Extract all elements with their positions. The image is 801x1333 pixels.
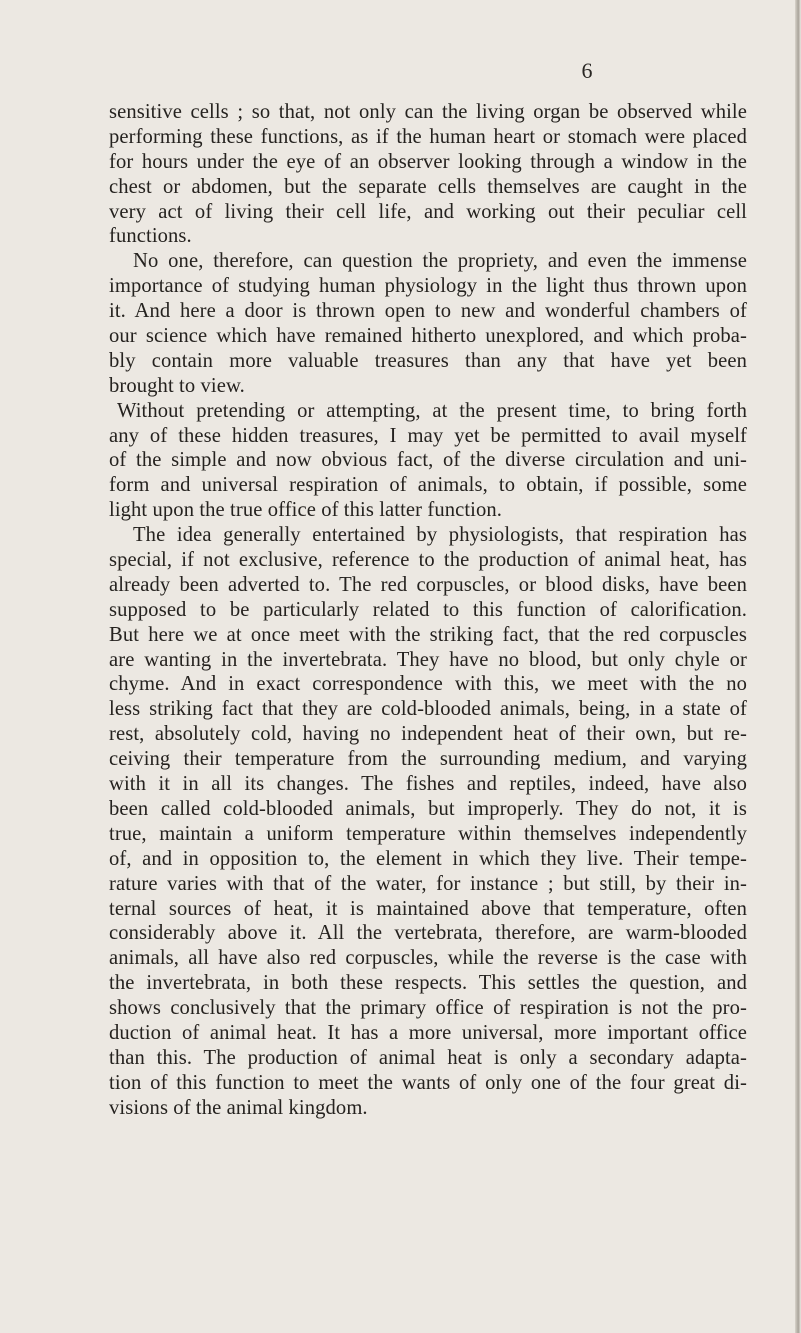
- text-line: duction of animal heat. It has a more universal, more important office: [109, 1021, 747, 1044]
- text-line: form and universal respiration of animals, to obtain, if possible, some: [109, 474, 747, 497]
- text-line: supposed to be particularly related to this function of calorification.: [109, 598, 747, 621]
- text-line: any of these hidden treasures, I may yet be permitted to avail myself: [109, 424, 747, 447]
- page-edge-shadow: [795, 0, 801, 1333]
- text-line: shows conclusively that the primary office of respiration is not the pro-: [109, 997, 747, 1020]
- text-line: been called cold-blooded animals, but improperly. They do not, it is: [109, 797, 747, 820]
- text-line: animals, all have also red corpuscles, while the reverse is the case with: [109, 947, 747, 970]
- text-line: Without pretending or attempting, at the present time, to bring forth: [117, 399, 747, 422]
- text-line: chest or abdomen, but the separate cells themselves are caught in the: [109, 175, 747, 198]
- text-line: the invertebrata, in both these respects. This settles the question, and: [109, 972, 747, 995]
- text-line: than this. The production of animal heat is only a secondary adapta-: [109, 1046, 747, 1069]
- text-line: of the simple and now obvious fact, of the diverse circulation and uni-: [109, 449, 747, 472]
- text-line: The idea generally entertained by physiologists, that respiration has: [133, 524, 747, 547]
- text-line: less striking fact that they are cold-blooded animals, being, in a state of: [109, 698, 747, 721]
- text-line: visions of the animal kingdom.: [109, 1096, 368, 1119]
- text-line: ceiving their temperature from the surrounding medium, and varying: [109, 748, 747, 771]
- text-line: bly contain more valuable treasures than any that have yet been: [109, 349, 747, 372]
- text-line: No one, therefore, can question the propriety, and even the immense: [133, 250, 747, 273]
- text-line: importance of studying human physiology in the light thus thrown upon: [109, 275, 747, 298]
- text-line: special, if not exclusive, reference to the production of animal heat, has: [109, 549, 747, 572]
- text-line: true, maintain a uniform temperature within themselves independently: [109, 822, 747, 845]
- text-line: performing these functions, as if the human heart or stomach were placed: [109, 125, 747, 148]
- body-text: [109, 100, 747, 1121]
- text-line: very act of living their cell life, and working out their peculiar cell: [109, 200, 747, 223]
- text-line: brought to view.: [109, 374, 245, 397]
- page-number: 6: [581, 58, 593, 83]
- text-line: chyme. And in exact correspondence with this, we meet with the no: [109, 673, 747, 696]
- text-line: rature varies with that of the water, for instance ; but still, by their in-: [109, 872, 747, 895]
- text-line: our science which have remained hitherto unexplored, and which proba-: [109, 325, 747, 348]
- text-line: sensitive cells ; so that, not only can the living organ be observed while: [109, 101, 747, 123]
- text-line: for hours under the eye of an observer looking through a window in the: [109, 150, 747, 173]
- text-line: of, and in opposition to, the element in which they live. Their tempe-: [109, 847, 747, 870]
- text-line: tion of this function to meet the wants of only one of the four great di-: [109, 1071, 747, 1094]
- text-line: considerably above it. All the vertebrata, therefore, are warm-blooded: [109, 922, 747, 945]
- text-line: rest, absolutely cold, having no independent heat of their own, but re-: [109, 723, 747, 746]
- text-line: functions.: [109, 225, 192, 248]
- text-line: light upon the true office of this latter function.: [109, 499, 503, 522]
- text-line: But here we at once meet with the striking fact, that the red corpuscles: [109, 623, 747, 646]
- text-line: ternal sources of heat, it is maintained above that temperature, often: [109, 897, 747, 920]
- text-line: with it in all its changes. The fishes and reptiles, indeed, have also: [109, 773, 747, 796]
- text-line: are wanting in the invertebrata. They have no blood, but only chyle or: [109, 648, 747, 671]
- text-line: already been adverted to. The red corpuscles, or blood disks, have been: [109, 573, 747, 596]
- text-line: it. And here a door is thrown open to new and wonderful chambers of: [109, 300, 747, 323]
